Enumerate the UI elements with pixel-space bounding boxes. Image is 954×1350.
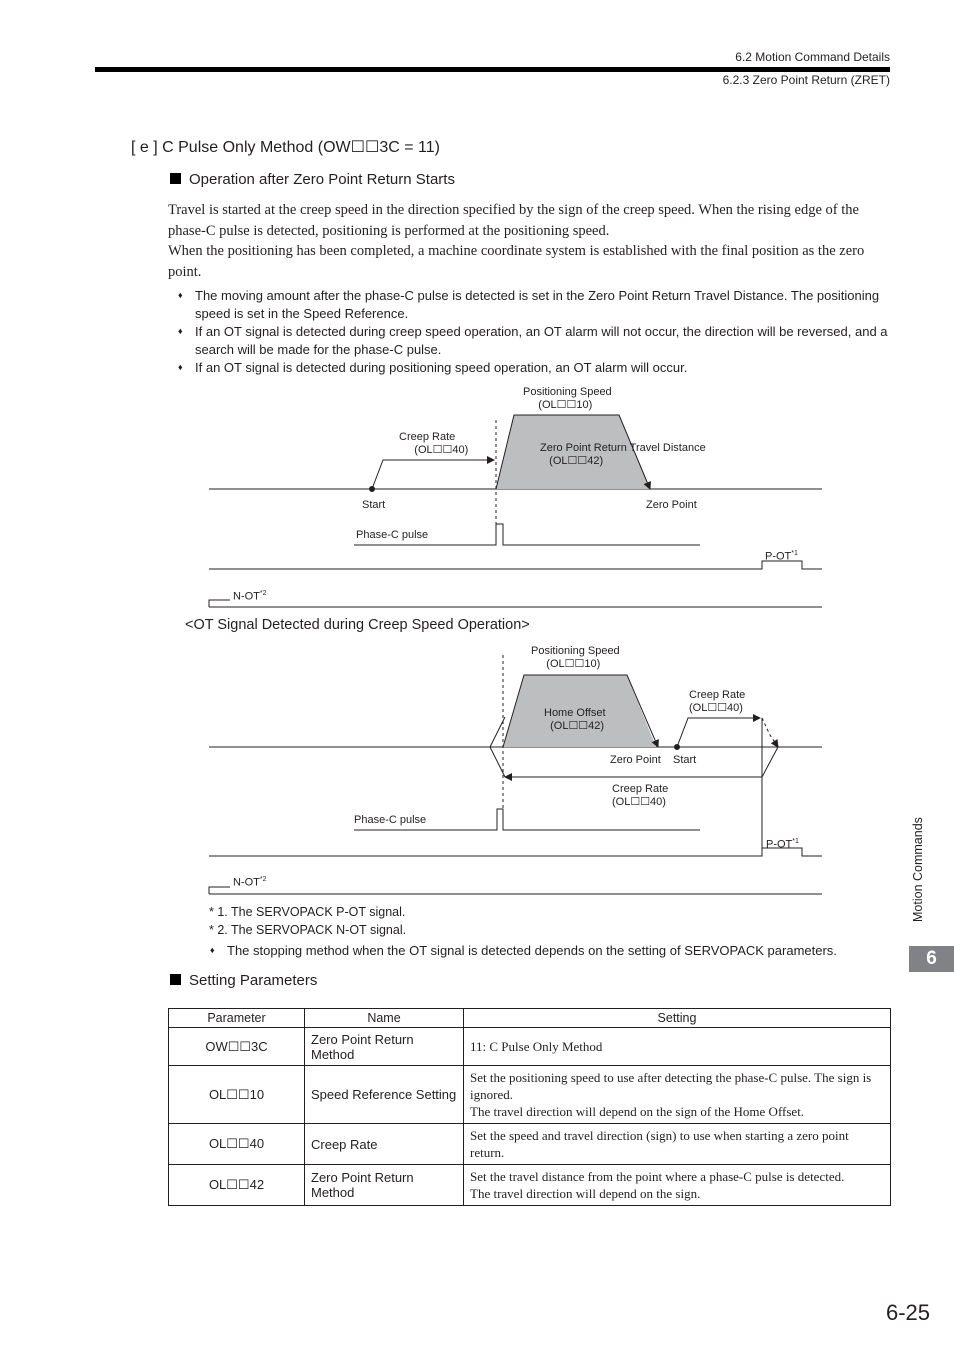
n-ot-superscript: *2 [259, 590, 267, 597]
parameters-table [168, 1008, 891, 1206]
footnote-1: * 1. The SERVOPACK P-OT signal. [209, 905, 406, 919]
creep-rate-label-top: Creep Rate (OL☐☐40) [689, 689, 746, 714]
setting-cell: Set the speed and travel direction (sign) to use when starting a zero point return. [464, 1124, 891, 1165]
n-ot-label [233, 873, 267, 890]
creep-profile-top [677, 718, 760, 747]
column-header: Parameter [169, 1009, 305, 1028]
square-bullet-icon [170, 974, 181, 985]
p-ot-signal [209, 561, 822, 569]
bullet-item: ♦ The moving amount after the phase-C pulse is detected is set in the Zero Point Return Travel Distance. The positioning speed is set in the Speed Reference. [178, 287, 890, 322]
diagram-normal-operation [209, 415, 822, 607]
travel-distance-label: Zero Point Return Travel Distance (OL☐☐42) [540, 442, 706, 467]
n-ot-text: N-OT [233, 590, 260, 603]
paragraph: When the positioning has been completed, a machine coordinate system is established with the final position as the zero point. [168, 243, 865, 280]
table-row [169, 1124, 891, 1165]
p-ot-superscript: *1 [791, 550, 798, 557]
zero-point-label: Zero Point [610, 754, 661, 766]
setting-cell: 11: C Pulse Only Method [464, 1028, 891, 1066]
positioning-speed-label: Positioning Speed (OL☐☐10) [523, 386, 612, 411]
section-title: [ e ] C Pulse Only Method (OW☐☐3C = 11) [131, 139, 440, 156]
footnote-2: * 2. The SERVOPACK N-OT signal. [209, 923, 407, 937]
page-number: 6-25 [885, 1300, 930, 1325]
p-ot-superscript: *1 [792, 838, 799, 845]
p-ot-text: P-OT [765, 550, 792, 563]
column-header: Setting [464, 1009, 891, 1028]
n-ot-signal [209, 600, 822, 607]
creep-rate-label: Creep Rate (OL☐☐40) [399, 431, 469, 456]
notes-bullet-list [210, 942, 890, 961]
bullet-item: ♦ If an OT signal is detected during positioning speed operation, an OT alarm will occur. [178, 359, 890, 377]
bullet-item: ♦ If an OT signal is detected during creep speed operation, an OT alarm will not occur, the direction will be reversed, and a search will be made for the phase-C pulse. [178, 323, 890, 358]
header-subsection: 6.2.3 Zero Point Return (ZRET) [722, 73, 890, 87]
table-header-row [169, 1009, 891, 1028]
start-label: Start [362, 499, 386, 511]
operation-heading-text: Operation after Zero Point Return Starts [189, 171, 455, 188]
positioning-speed-label: Positioning Speed (OL☐☐10) [531, 645, 620, 670]
chapter-tab: 6 [909, 946, 954, 972]
n-ot-superscript: *2 [259, 876, 267, 883]
table-row [169, 1066, 891, 1124]
phase-c-label: Phase-C pulse [356, 529, 429, 541]
p-ot-text: P-OT [766, 838, 793, 851]
param-cell: OW☐☐3C [169, 1028, 305, 1066]
bullet-item: ♦ The stopping method when the OT signal is detected depends on the setting of SERVOPACK parameters. [210, 942, 890, 960]
table-row [169, 1165, 891, 1206]
decel-profile [762, 718, 778, 747]
creep-profile [372, 460, 494, 489]
column-header: Name [305, 1009, 464, 1028]
settings-heading [170, 972, 317, 989]
n-ot-label [233, 587, 267, 604]
param-cell: OL☐☐10 [169, 1066, 305, 1124]
setting-cell: Set the positioning speed to use after detecting the phase-C pulse. The sign is ignored. The travel direction will depend on the sign of the Home Offset. [464, 1066, 891, 1124]
zero-point-label: Zero Point [646, 499, 697, 511]
p-ot-signal [209, 848, 822, 856]
n-ot-signal [209, 887, 822, 894]
name-cell: Zero Point Return Method [305, 1028, 464, 1066]
paragraph: Travel is started at the creep speed in the direction specified by the sign of the creep speed. When the rising edge of the phase-C pulse is detected, positioning is performed at the positioning speed. [168, 202, 859, 239]
creep-rate-label-bottom: Creep Rate (OL☐☐40) [612, 783, 669, 808]
p-ot-label [766, 835, 799, 852]
header-section: 6.2 Motion Command Details [735, 50, 890, 64]
start-dot [370, 487, 375, 492]
setting-cell: Set the travel distance from the point where a phase-C pulse is detected. The travel direction will depend on the sign. [464, 1165, 891, 1206]
diagram2-caption: <OT Signal Detected during Creep Speed Operation> [185, 617, 530, 633]
home-offset-label: Home Offset (OL☐☐42) [544, 707, 606, 732]
table-row [169, 1028, 891, 1066]
p-ot-label [765, 547, 798, 564]
name-cell: Zero Point Return Method [305, 1165, 464, 1206]
name-cell: Creep Rate [305, 1124, 464, 1165]
n-ot-text: N-OT [233, 876, 260, 889]
name-cell: Speed Reference Setting [305, 1066, 464, 1124]
param-cell: OL☐☐42 [169, 1165, 305, 1206]
param-cell: OL☐☐40 [169, 1124, 305, 1165]
start-label: Start [673, 754, 697, 766]
phase-c-label: Phase-C pulse [354, 814, 427, 826]
chapter-side-label: Motion Commands [911, 817, 925, 922]
start-dot [675, 745, 680, 750]
settings-heading-text: Setting Parameters [189, 972, 318, 989]
